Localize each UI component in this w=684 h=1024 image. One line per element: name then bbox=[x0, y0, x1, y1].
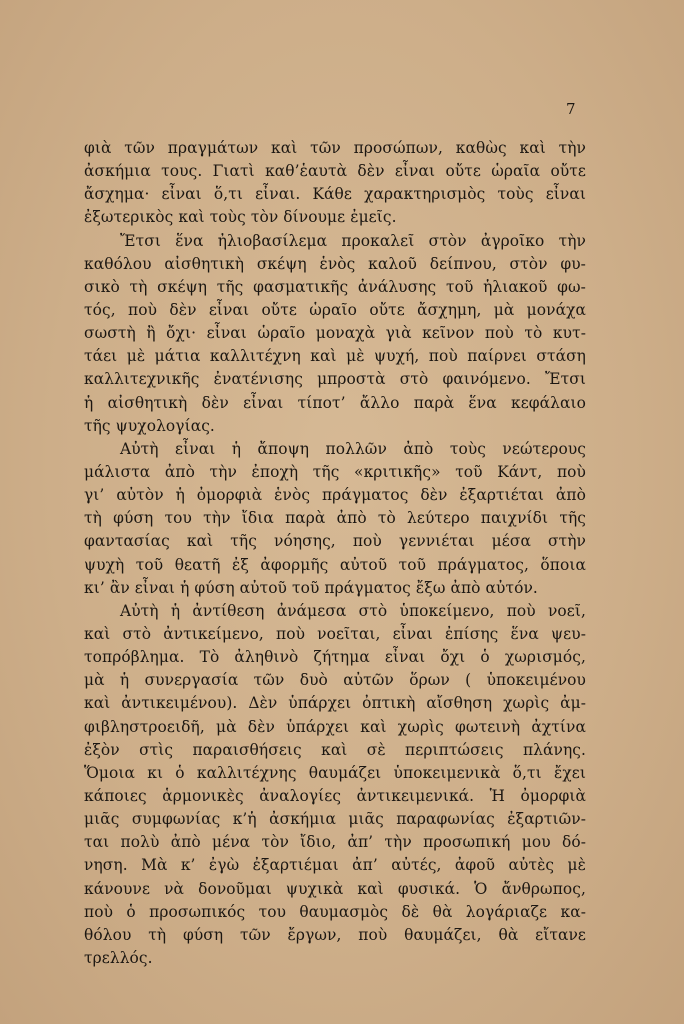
text-line: ἡ αἰσθητικὴ δὲν εἶναι τίποτ’ ἄλλο παρὰ ἕνα κεφάλαιο bbox=[84, 393, 586, 412]
text-line: Ἔτσι ἕνα ἠλιοβασίλεμα προκαλεῖ στὸν ἀγροῖκο τὴν bbox=[120, 231, 586, 250]
text-line: Ὅμοια κι ὁ καλλιτέχνης θαυμάζει ὑποκειμενικὰ ὅ,τι ἔχει bbox=[84, 763, 586, 782]
text-line: τοπρόβλημα. Τὸ ἀληθινὸ ζήτημα εἶναι ὄχι ὁ χωρισμός, bbox=[84, 648, 586, 667]
text-line: νηση. Μὰ κ’ ἐγὼ ἐξαρτιέμαι ἀπ’ αὐτές, ἀφοῦ αὐτὲς μὲ bbox=[84, 856, 586, 875]
text-line: μὰ ἡ συνεργασία τῶν δυὸ αὐτῶν ὅρων ( ὑποκειμένου bbox=[84, 671, 586, 690]
text-line: καὶ ἀντικειμένου). Δὲν ὑπάρχει ὀπτικὴ αἴσθηση χωρὶς ἀμ- bbox=[84, 694, 586, 713]
text-line: τάει μὲ μάτια καλλιτέχνη καὶ μὲ ψυχή, ποὺ παίρνει στάση bbox=[84, 347, 586, 366]
body-text bbox=[84, 137, 586, 970]
text-line: ται πολὺ ἀπὸ μένα τὸν ἴδιο, ἀπ’ τὴν προσωπική μου δό- bbox=[84, 833, 586, 852]
text-line: Αὐτὴ ἡ ἀντίθεση ἀνάμεσα στὸ ὑποκείμενο, ποὺ νοεῖ, bbox=[120, 601, 586, 620]
text-line: γι’ αὐτὸν ἡ ὀμορφιὰ ἑνὸς πράγματος δὲν ἐξαρτιέται ἀπὸ bbox=[84, 486, 586, 505]
text-line: τρελλός. bbox=[84, 948, 153, 967]
text-line: κι’ ἂν εἶναι ἡ φύση αὐτοῦ τοῦ πράγματος ἔξω ἀπὸ αὐτόν. bbox=[84, 578, 538, 597]
text-line: ἄσχημα· εἶναι ὅ,τι εἶναι. Κάθε χαρακτηρισμὸς τοὺς εἶναι bbox=[84, 185, 586, 204]
text-line: ἐξὸν στὶς παραισθήσεις καὶ σὲ περιπτώσεις πλάνης. bbox=[84, 740, 586, 759]
text-line: ἐξωτερικὸς καὶ τοὺς τὸν δίνουμε ἐμεῖς. bbox=[84, 208, 397, 227]
text-line: καὶ στὸ ἀντικείμενο, ποὺ νοεῖται, εἶναι ἐπίσης ἕνα ψευ- bbox=[84, 624, 586, 643]
text-line: φιβληστροειδῆ, μὰ δὲν ὑπάρχει καὶ χωρὶς φωτεινὴ ἀχτίνα bbox=[84, 717, 586, 736]
text-line: φαντασίας καὶ τῆς νόησης, ποὺ γεννιέται μέσα στὴν bbox=[84, 532, 586, 551]
text-line: καθόλου αἰσθητικὴ σκέψη ἑνὸς καλοῦ δείπνου, στὸν φυ- bbox=[84, 254, 586, 273]
text-line: κάποιες ἁρμονικὲς ἀναλογίες ἀντικειμενικά. Ἡ ὀμορφιὰ bbox=[84, 786, 586, 805]
text-line: καλλιτεχνικῆς ἐνατένισης μπροστὰ στὸ φαινόμενο. Ἔτσι bbox=[84, 370, 586, 389]
text-line: κάνουνε νὰ δονοῦμαι ψυχικὰ καὶ φυσικά. Ὁ ἄνθρωπος, bbox=[84, 879, 586, 898]
text-line: μιᾶς συμφωνίας κ’ἡ ἀσκήμια μιᾶς παραφωνίας ἐξαρτιῶν- bbox=[84, 810, 586, 829]
text-line: τὴ φύση του τὴν ἴδια παρὰ ἀπὸ τὸ λεύτερο παιχνίδι τῆς bbox=[84, 509, 586, 528]
text-line: Αὐτὴ εἶναι ἡ ἄποψη πολλῶν ἀπὸ τοὺς νεώτερους bbox=[120, 439, 586, 458]
text-line: σικὸ τὴ σκέψη τῆς φασματικῆς ἀνάλυσης τοῦ ἡλιακοῦ φω- bbox=[84, 277, 586, 296]
text-line: θόλου τὴ φύση τῶν ἔργων, ποὺ θαυμάζει, θὰ εἴτανε bbox=[84, 925, 586, 944]
text-line: τός, ποὺ δὲν εἶναι οὔτε ὡραῖο οὔτε ἄσχημη, μὰ μονάχα bbox=[84, 300, 586, 319]
text-line: φιὰ τῶν πραγμάτων καὶ τῶν προσώπων, καθὼς καὶ τὴν bbox=[84, 139, 586, 157]
text-line: ἀσκήμια τους. Γιατὶ καθ’ἑαυτὰ δὲν εἶναι οὔτε ὡραῖα οὔτε bbox=[84, 162, 586, 181]
text-line: τῆς ψυχολογίας. bbox=[84, 416, 215, 435]
page-number: 7 bbox=[566, 100, 576, 118]
text-line: ποὺ ὁ προσωπικός του θαυμασμὸς δὲ θὰ λογάριαζε κα- bbox=[84, 902, 586, 921]
text-line: σωστὴ ἢ ὄχι· εἶναι ὡραῖο μοναχὰ γιὰ κεῖνον ποὺ τὸ κυτ- bbox=[84, 324, 586, 343]
text-line: μάλιστα ἀπὸ τὴν ἐποχὴ τῆς «κριτικῆς» τοῦ Κάντ, ποὺ bbox=[84, 462, 586, 481]
text-line: ψυχὴ τοῦ θεατῆ ἐξ ἀφορμῆς αὐτοῦ τοῦ πράγματος, ὅποια bbox=[84, 555, 586, 574]
